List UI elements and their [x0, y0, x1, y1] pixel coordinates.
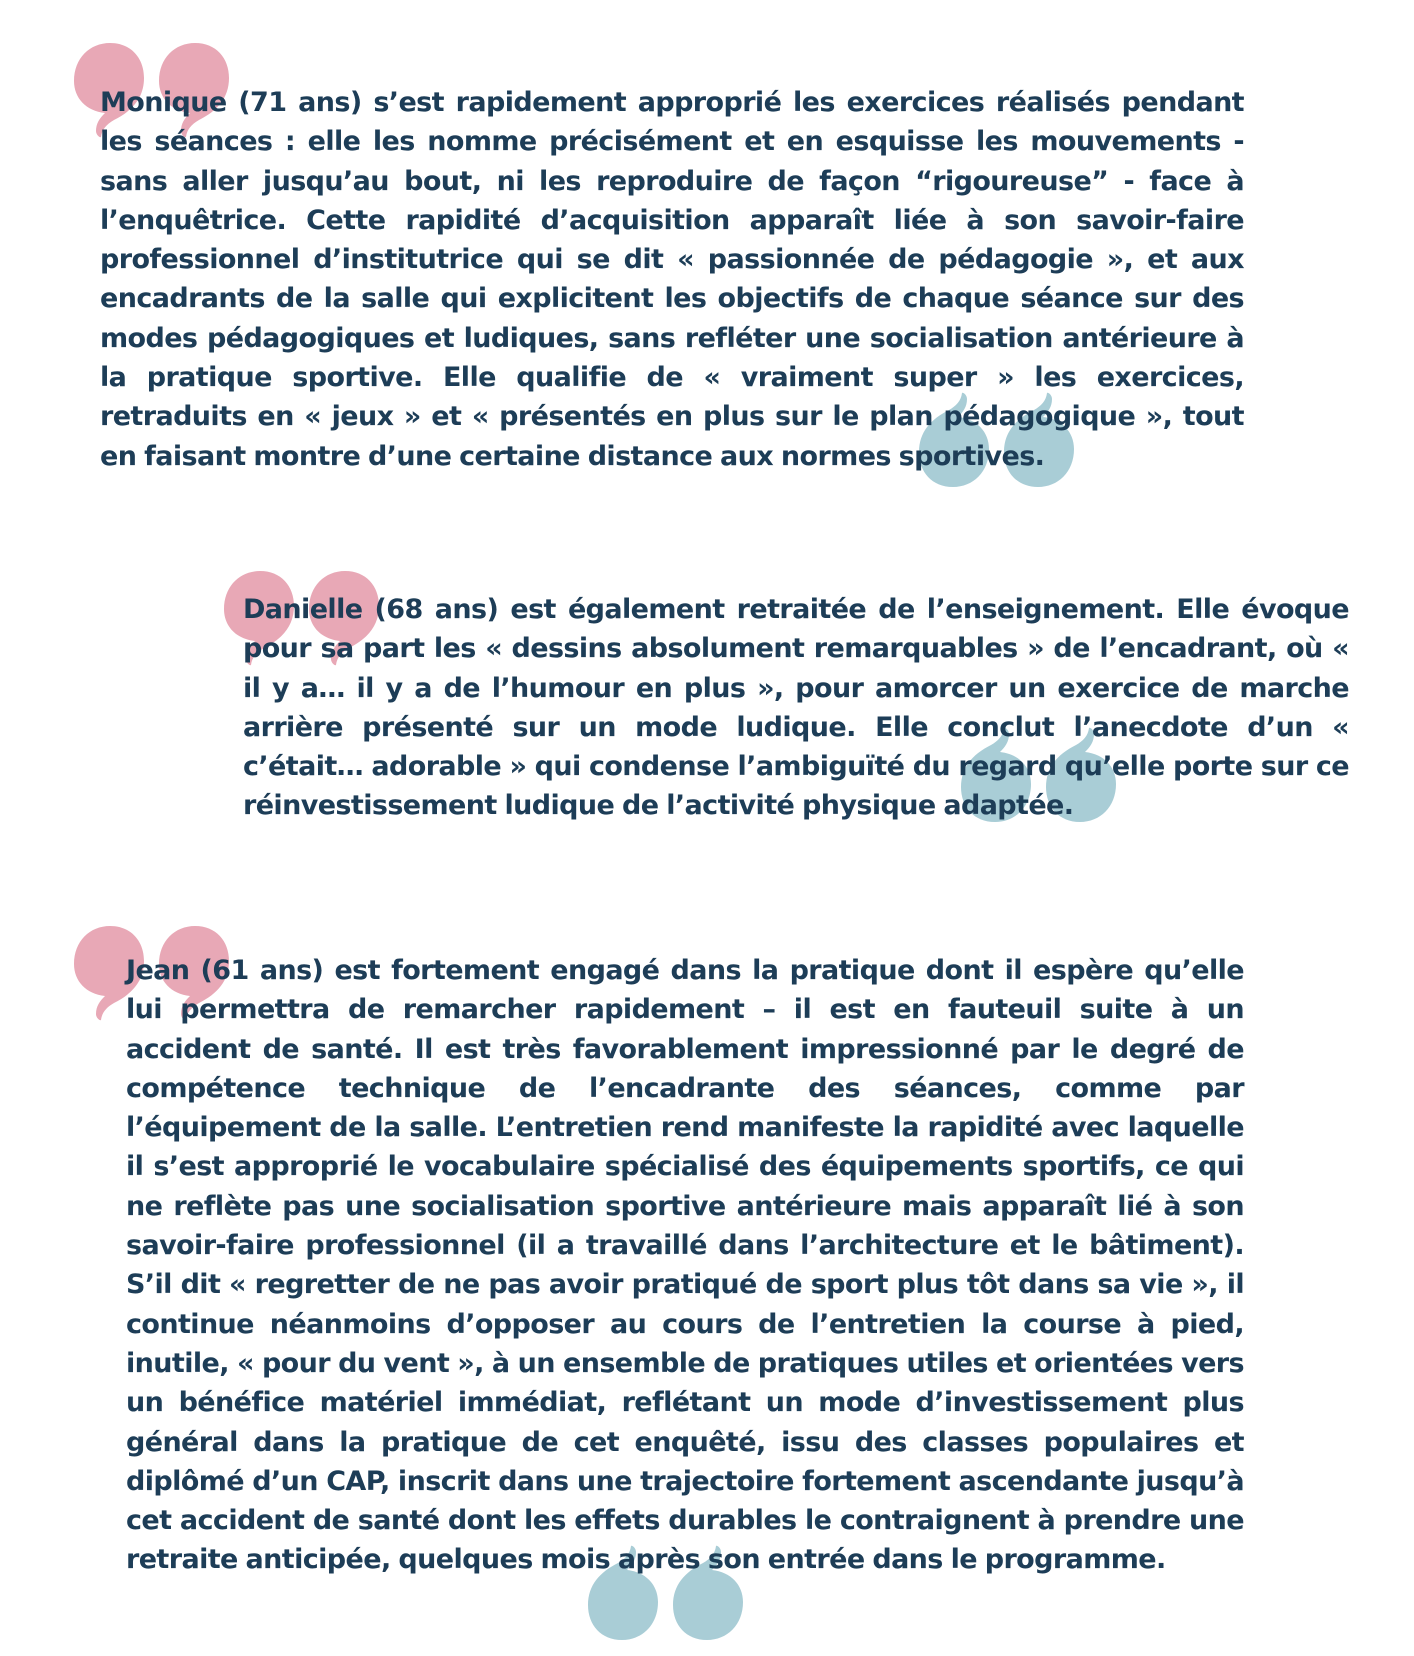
quote-text-monique: Monique (71 ans) s’est rapidement approprié les exercices réalisés pendant les séances : elle les nomme précisément et en esquisse les mouvements - sans aller jusqu’au bout, ni les reproduire de façon “rigoureuse” - face à l’enquêtrice. Cette rapidité d’acquisition apparaît liée à son savoir-faire professionnel d’institutrice qui se dit « passionnée de pédagogie », et aux encadrants de la salle qui explicitent les objectifs de chaque séance sur des modes pédagogiques et ludiques, sans refléter une socialisation antérieure à la pratique sportive. Elle qualifie de « vraiment super » les exercices, retraduits en « jeux » et « présentés en plus sur le plan pédagogique », tout en faisant montre d’une certaine distance aux normes sportives.	[100, 87, 1244, 472]
quote-text-jean: Jean (61 ans) est fortement engagé dans la pratique dont il espère qu’elle lui permettra de remarcher rapidement – il est en fauteuil suite à un accident de santé. Il est très favorablement impressionné par le degré de compétence technique de l’encadrante des séances, comme par l’équipement de la salle. L’entretien rend manifeste la rapidité avec laquelle il s’est approprié le vocabulaire spécialisé des équipements sportifs, ce qui ne reflète pas une socialisation sportive antérieure mais apparaît lié à son savoir-faire professionnel (il a travaillé dans l’architecture et le bâtiment). S’il dit « regretter de ne pas avoir pratiqué de sport plus tôt dans sa vie », il continue néanmoins d’opposer au cours de l’entretien la course à pied, inutile, « pour du vent », à un ensemble de pratiques utiles et orientées vers un bénéfice matériel immédiat, reflétant un mode d’investissement plus général dans la pratique de cet enquêté, issu des classes populaires et diplômé d’un CAP, inscrit dans une trajectoire fortement ascendante jusqu’à cet accident de santé dont les effets durables le contraignent à prendre une retraite anticipée, quelques mois après son entrée dans le programme.	[126, 955, 1244, 1576]
quote-text-danielle: Danielle (68 ans) est également retraitée de l’enseignement. Elle évoque pour sa part les « dessins absolument remarquables » de l’encadrant, où « il y a… il y a de l’humour en plus », pour amorcer un exercice de marche arrière présenté sur un mode ludique. Elle conclut l’anecdote d’un « c’était… adorable » qui condense l’ambiguïté du regard qu’elle porte sur ce réinvestissement ludique de l’activité physique adaptée.	[243, 594, 1349, 822]
